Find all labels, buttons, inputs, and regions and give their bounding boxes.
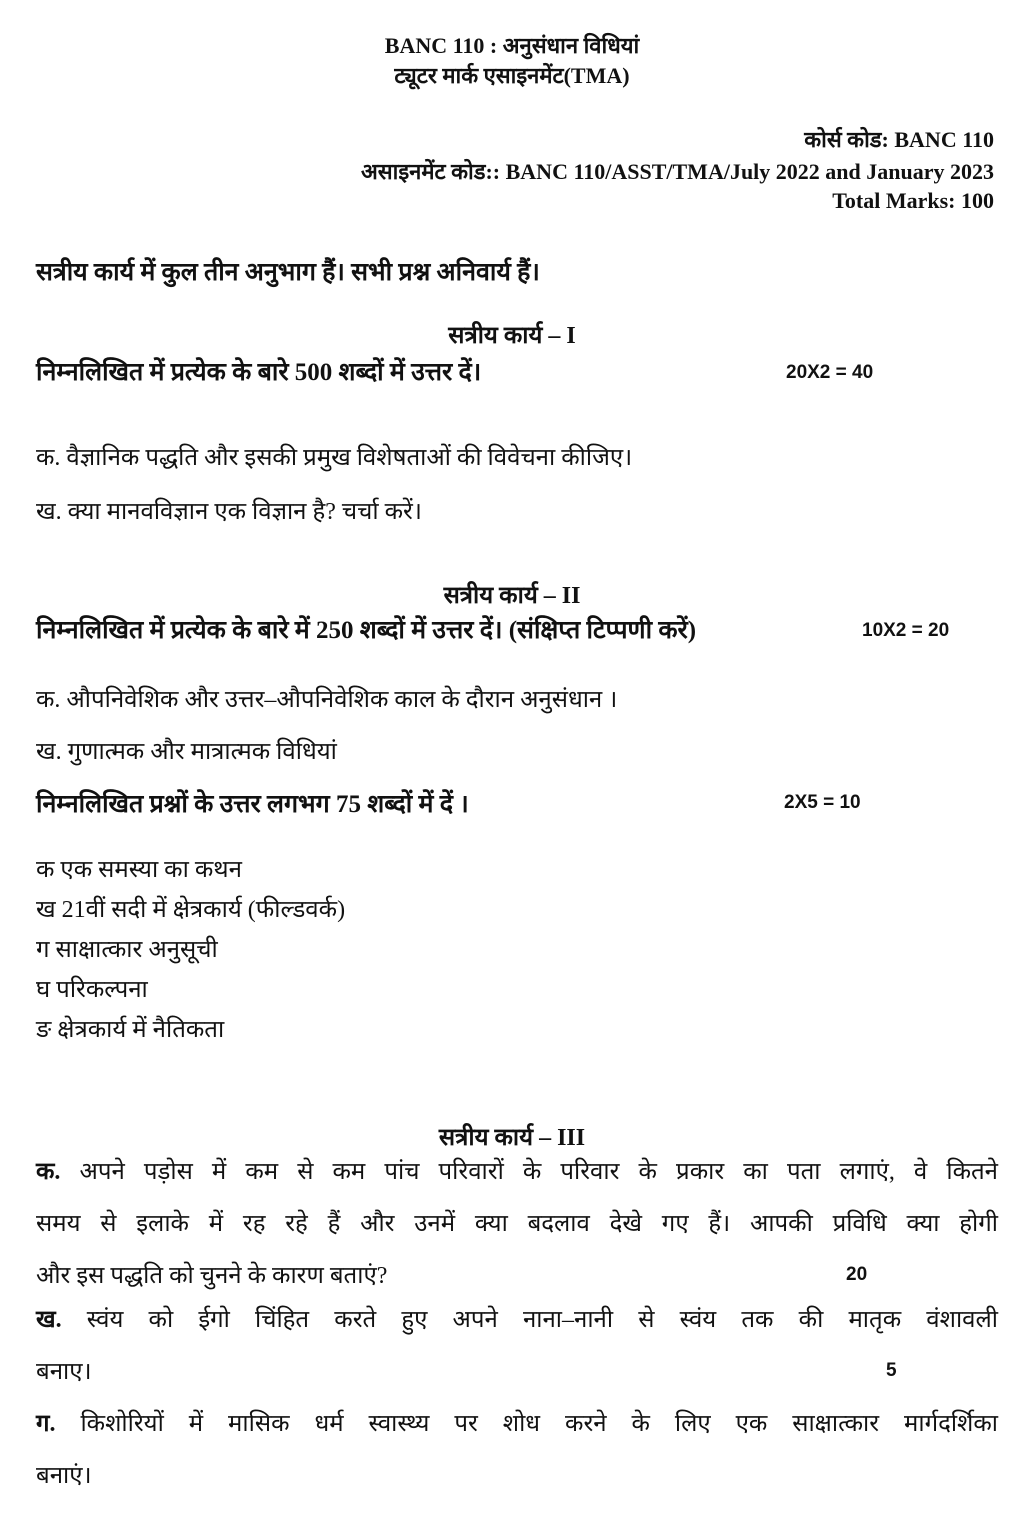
section-3-question-b-line-1: ख. स्वंय को ईगो चिंहित करते हुए अपने नाना–नानी से स्वंय तक की मातृक वंशावली [36,1307,998,1333]
section-3-question-c-label: ग. [36,1411,56,1437]
section-3-question-a-line-3: और इस पद्धति को चुनने के कारण बताएं? [36,1263,388,1289]
section-3-question-a-line-2: समय से इलाके में रह रहे हैं और उनमें क्या बदलाव देखे गए हैं। आपकी प्रविधि क्या होगी [36,1211,998,1237]
section-1-question-a: क. वैज्ञानिक पद्धति और इसकी प्रमुख विशेषताओं की विवेचना कीजिए। [36,445,633,471]
section-3-heading: सत्रीय कार्य – III [438,1125,586,1151]
section-2-question-b: ख. गुणात्मक और मात्रात्मक विधियां [36,739,337,765]
section-1-marks: 20X2 = 40 [786,362,874,383]
section-2-instruction-short: निम्नलिखित प्रश्नों के उत्तर लगभग 75 शब्दों में दें । [36,791,469,818]
document-title: BANC 110 : अनुसंधान विधियां [384,33,640,58]
short-question-ka: क एक समस्या का कथन [36,857,242,883]
section-1-instruction: निम्नलिखित में प्रत्येक के बारे 500 शब्दों में उत्तर दें। [36,359,482,386]
section-3-question-a-marks: 20 [846,1264,868,1285]
short-question-gha: घ परिकल्पना [36,977,148,1003]
section-1-heading: सत्रीय कार्य – I [448,323,576,349]
total-marks: Total Marks: 100 [832,188,994,213]
section-3-question-b-label: ख. [36,1307,62,1333]
section-3-question-a-label: क. [36,1159,61,1185]
short-question-ga: ग साक्षात्कार अनुसूची [36,937,218,963]
section-1-question-b: ख. क्या मानवविज्ञान एक विज्ञान है? चर्चा करें। [36,499,422,525]
section-3-question-a-line-1: क. अपने पड़ोस में कम से कम पांच परिवारों के परिवार के प्रकार का पता लगाएं, वे कितने [36,1159,999,1185]
section-3-question-c-line-1: ग. किशोरियों में मासिक धर्म स्वास्थ्य पर शोध करने के लिए एक साक्षात्कार मार्गदर्शिका [36,1411,999,1437]
section-3-question-b-marks: 5 [886,1360,897,1381]
intro-instruction: सत्रीय कार्य में कुल तीन अनुभाग हैं। सभी प्रश्न अनिवार्य हैं। [36,259,540,286]
section-2-question-a: क. औपनिवेशिक और उत्तर–औपनिवेशिक काल के दौरान अनुसंधान । [36,687,618,713]
course-code: कोर्स कोड: BANC 110 [804,127,994,152]
assignment-code: असाइनमेंट कोड:: BANC 110/ASST/TMA/July 2022 and January 2023 [360,159,994,184]
section-2-marks: 10X2 = 20 [862,620,950,641]
section-2-instruction: निम्नलिखित में प्रत्येक के बारे में 250 शब्दों में उत्तर दें। (संक्षिप्त टिप्पणी करें) [36,617,697,644]
short-question-nga: ङ क्षेत्रकार्य में नैतिकता [36,1017,225,1043]
document-subtitle: ट्यूटर मार्क एसाइनमेंट(TMA) [394,63,630,88]
section-3-question-c-line-2: बनाएं। [36,1463,92,1489]
short-question-kha: ख 21वीं सदी में क्षेत्रकार्य (फील्डवर्क) [36,897,346,923]
section-2-marks-short: 2X5 = 10 [784,792,861,813]
section-2-heading: सत्रीय कार्य – II [443,583,581,609]
section-3-question-b-line-2: बनाए। [36,1359,92,1385]
